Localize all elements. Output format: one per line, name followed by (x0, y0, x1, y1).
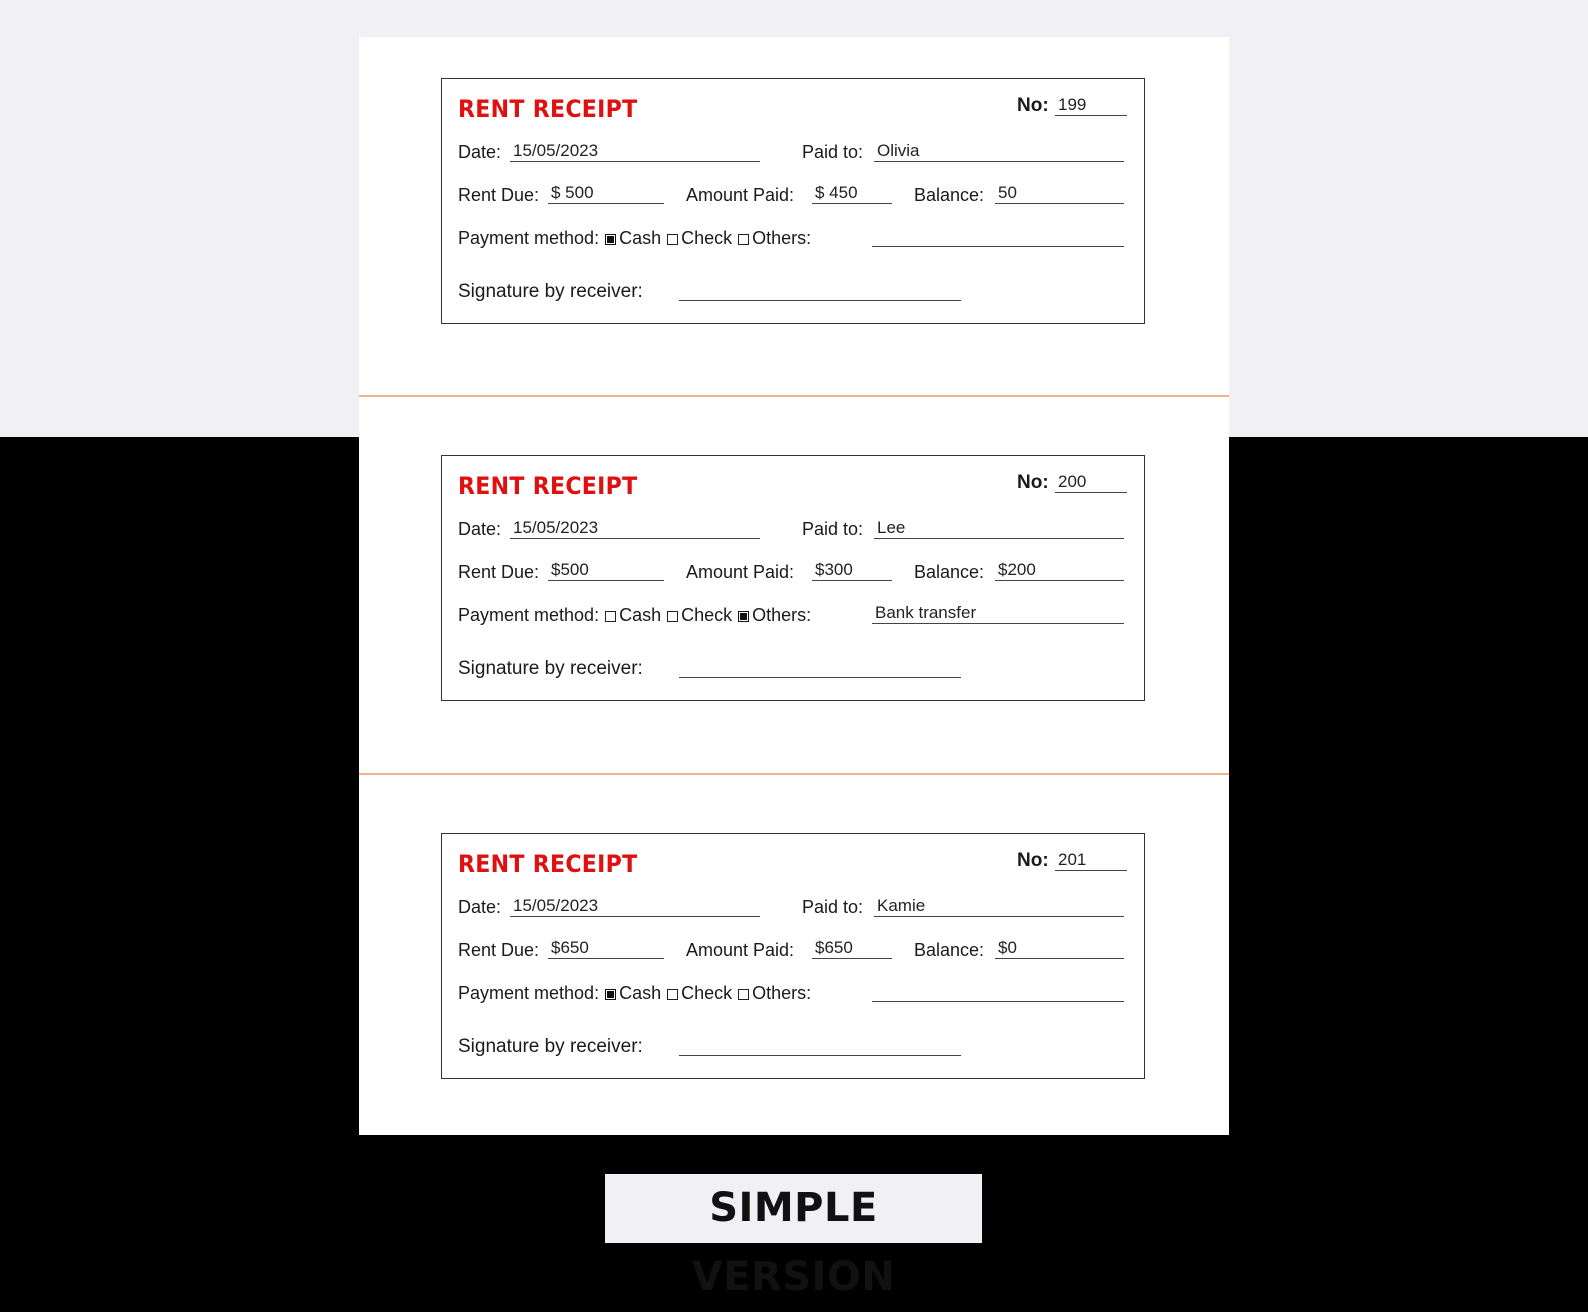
date-label: Date: (458, 142, 502, 162)
amount-paid-field[interactable]: $ 450 (812, 184, 892, 204)
receipt-number-field[interactable]: 200 (1055, 473, 1127, 493)
payment-method-label: Payment method: (458, 983, 600, 1003)
paid-to-field[interactable]: Kamie (874, 897, 1124, 917)
cut-line (359, 773, 1229, 775)
signature-field[interactable] (679, 658, 961, 678)
balance-label: Balance: (914, 562, 985, 582)
others-checkbox[interactable] (738, 234, 749, 245)
cash-checkbox[interactable] (605, 989, 616, 1000)
others-checkbox[interactable] (738, 989, 749, 1000)
cut-line (359, 395, 1229, 397)
balance-label: Balance: (914, 185, 985, 205)
check-checkbox[interactable] (667, 989, 678, 1000)
cash-label: Cash (619, 983, 662, 1003)
signature-label: Signature by receiver: (458, 281, 643, 302)
receipt-sheet (359, 37, 1229, 1135)
rent-due-label: Rent Due: (458, 562, 540, 582)
paid-to-field[interactable]: Olivia (874, 142, 1124, 162)
date-field[interactable]: 15/05/2023 (510, 519, 760, 539)
rent-due-label: Rent Due: (458, 185, 540, 205)
others-field[interactable]: Bank transfer (872, 604, 1124, 624)
cash-label: Cash (619, 228, 662, 248)
cash-checkbox[interactable] (605, 611, 616, 622)
date-label: Date: (458, 897, 502, 917)
rent-receipt (441, 455, 1145, 701)
date-label: Date: (458, 519, 502, 539)
date-field[interactable]: 15/05/2023 (510, 142, 760, 162)
paid-to-label: Paid to: (802, 897, 864, 917)
others-label: Others: (752, 228, 812, 248)
amount-paid-field[interactable]: $650 (812, 939, 892, 959)
rent-due-label: Rent Due: (458, 940, 540, 960)
balance-field[interactable]: 50 (995, 184, 1124, 204)
others-field[interactable] (872, 982, 1124, 1002)
payment-method-row (458, 983, 811, 1004)
others-label: Others: (752, 983, 812, 1003)
check-label: Check (681, 228, 733, 248)
caption-label: SIMPLE VERSION (605, 1174, 982, 1243)
receipt-number-label: No: (1017, 472, 1049, 493)
receipt-number-label: No: (1017, 850, 1049, 871)
rent-due-field[interactable]: $500 (548, 561, 664, 581)
signature-label: Signature by receiver: (458, 658, 643, 679)
payment-method-row (458, 228, 811, 249)
signature-field[interactable] (679, 1036, 961, 1056)
receipt-number-field[interactable]: 201 (1055, 851, 1127, 871)
receipt-title: RENT RECEIPT (458, 472, 638, 500)
amount-paid-label: Amount Paid: (686, 185, 795, 205)
signature-label: Signature by receiver: (458, 1036, 643, 1057)
receipt-number-field[interactable]: 199 (1055, 96, 1127, 116)
receipt-title: RENT RECEIPT (458, 95, 638, 123)
cash-checkbox[interactable] (605, 234, 616, 245)
payment-method-label: Payment method: (458, 228, 600, 248)
payment-method-row (458, 605, 811, 626)
signature-field[interactable] (679, 281, 961, 301)
others-checkbox[interactable] (738, 611, 749, 622)
others-field[interactable] (872, 227, 1124, 247)
balance-field[interactable]: $0 (995, 939, 1124, 959)
balance-field[interactable]: $200 (995, 561, 1124, 581)
amount-paid-label: Amount Paid: (686, 940, 795, 960)
paid-to-label: Paid to: (802, 142, 864, 162)
cash-label: Cash (619, 605, 662, 625)
date-field[interactable]: 15/05/2023 (510, 897, 760, 917)
others-label: Others: (752, 605, 812, 625)
rent-receipt (441, 833, 1145, 1079)
check-label: Check (681, 983, 733, 1003)
rent-receipt (441, 78, 1145, 324)
check-label: Check (681, 605, 733, 625)
balance-label: Balance: (914, 940, 985, 960)
rent-due-field[interactable]: $650 (548, 939, 664, 959)
receipt-number-label: No: (1017, 95, 1049, 116)
amount-paid-field[interactable]: $300 (812, 561, 892, 581)
payment-method-label: Payment method: (458, 605, 600, 625)
check-checkbox[interactable] (667, 611, 678, 622)
paid-to-label: Paid to: (802, 519, 864, 539)
check-checkbox[interactable] (667, 234, 678, 245)
rent-due-field[interactable]: $ 500 (548, 184, 664, 204)
receipt-title: RENT RECEIPT (458, 850, 638, 878)
amount-paid-label: Amount Paid: (686, 562, 795, 582)
paid-to-field[interactable]: Lee (874, 519, 1124, 539)
